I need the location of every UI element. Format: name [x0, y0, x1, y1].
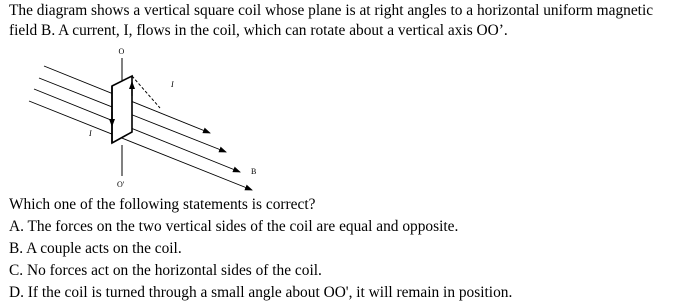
option-b: B. A couple acts on the coil.: [9, 240, 182, 257]
answer-options: [9, 216, 677, 304]
label-field-b: B: [251, 167, 257, 176]
option-a: A. The forces on the two vertical sides of the coil are equal and opposite.: [9, 218, 459, 235]
label-o-top: O: [118, 47, 125, 56]
option-c: C. No forces act on the horizontal sides of the coil.: [9, 262, 322, 279]
question-stem: The diagram shows a vertical square coil whose plane is at right angles to a horizontal uniform magnetic field B. A current, I, flows in the coil, which can rotate about a vertical axis OO’.: [9, 2, 654, 39]
question-text: Which one of the following statements is correct?: [9, 196, 316, 213]
coil-diagram: [0, 40, 300, 195]
option-d: D. If the coil is turned through a small angle about OO', it will remain in position.: [9, 284, 513, 301]
label-current-left: I: [89, 129, 92, 138]
label-current-right: I: [171, 80, 174, 89]
label-o-bottom: O': [117, 180, 125, 189]
field-line-3: [34, 89, 240, 172]
coil-front-sides: [112, 76, 132, 143]
field-line-4: [29, 101, 252, 190]
